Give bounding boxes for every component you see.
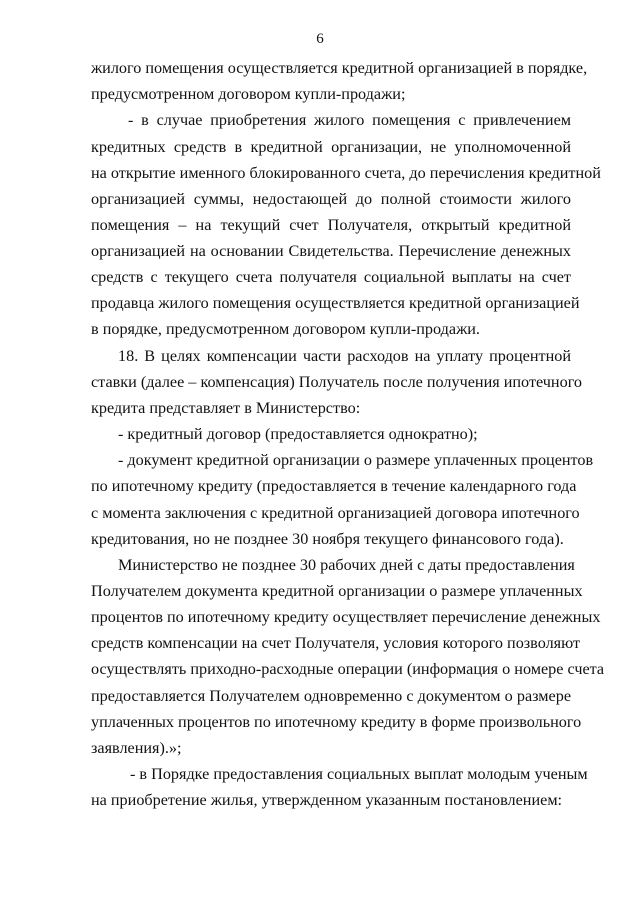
text-line: жилого помещения осуществляется кредитной организацией в порядке, (91, 59, 588, 77)
text-line: ставки (далее – компенсация) Получатель после получения ипотечного (91, 373, 583, 391)
text-line: предоставляется Получателем одновременно с документом о размере (91, 687, 571, 705)
text-line: заявления).»; (91, 739, 182, 757)
text-line: организацией суммы, недостающей до полной стоимости жилого (91, 190, 571, 208)
text-line: кредитования, но не позднее 30 ноября текущего финансового года). (91, 530, 564, 548)
text-line: с момента заключения с кредитной организацией договора ипотечного (91, 504, 580, 522)
text-line: организацией на основании Свидетельства. Перечисление денежных (91, 242, 571, 260)
page-number: 6 (316, 31, 324, 47)
text-line: продавца жилого помещения осуществляется кредитной организацией (91, 294, 580, 312)
text-line: на приобретение жилья, утвержденном указанным постановлением: (91, 791, 563, 809)
text-line: уплаченных процентов по ипотечному кредиту в форме произвольного (91, 713, 582, 731)
text-line: предусмотренном договором купли-продажи; (91, 85, 406, 103)
text-line: по ипотечному кредиту (предоставляется в течение календарного года (91, 477, 577, 495)
text-line: кредитных средств в кредитной организации, не уполномоченной (91, 138, 571, 156)
text-line: 18. В целях компенсации части расходов на уплату процентной (118, 347, 571, 365)
text-line: помещения – на текущий счет Получателя, открытый кредитной (91, 216, 571, 234)
text-line: - кредитный договор (предоставляется однократно); (118, 425, 478, 443)
text-line: - в Порядке предоставления социальных выплат молодым ученым (130, 765, 588, 783)
text-line: Получателем документа кредитной организации о размере уплаченных (91, 582, 583, 600)
text-line: в порядке, предусмотренном договором купли-продажи. (91, 320, 480, 338)
text-line: средств с текущего счета получателя социальной выплаты на счет (91, 268, 571, 286)
text-line: средств компенсации на счет Получателя, условия которого позволяют (91, 634, 581, 652)
text-line: осуществлять приходно-расходные операции (информация о номере счета (91, 660, 605, 678)
text-line: - в случае приобретения жилого помещения с привлечением (128, 111, 571, 129)
text-line: кредита представляет в Министерство: (91, 399, 361, 417)
text-line: - документ кредитной организации о размере уплаченных процентов (118, 451, 594, 469)
text-line: на открытие именного блокированного счета, до перечисления кредитной (91, 164, 601, 182)
text-line: процентов по ипотечному кредиту осуществляет перечисление денежных (91, 608, 601, 626)
text-line: Министерство не позднее 30 рабочих дней с даты предоставления (118, 556, 575, 574)
